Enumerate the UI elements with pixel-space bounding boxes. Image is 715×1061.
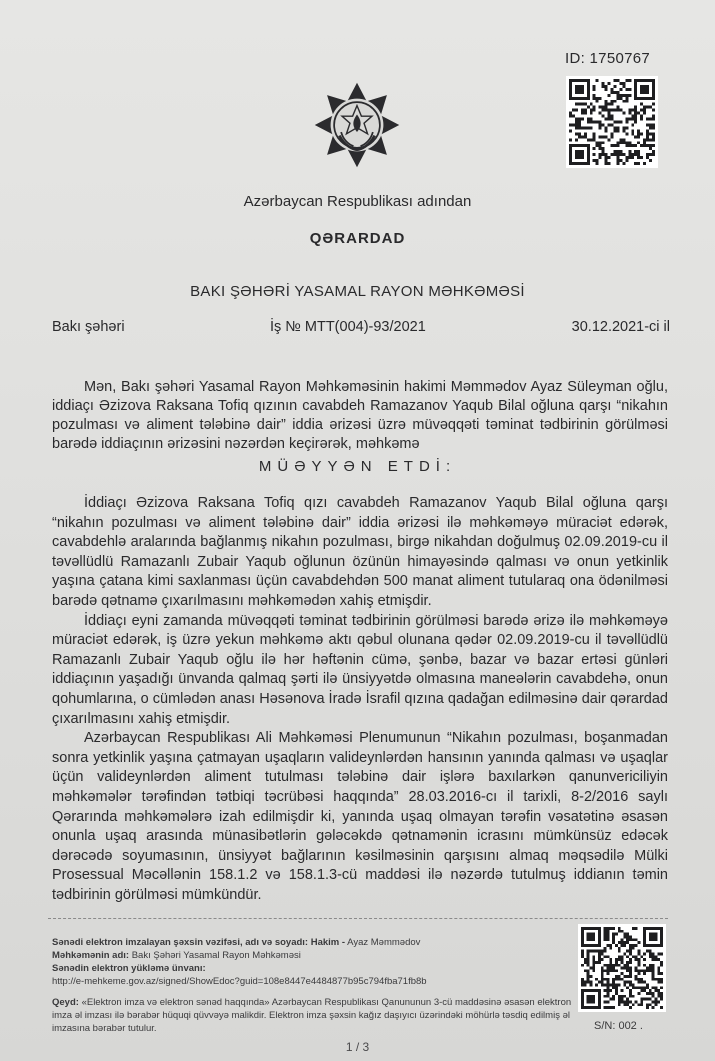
case-number: İş № MTT(004)-93/2021: [270, 319, 426, 335]
serial-number: S/N: 002 .: [594, 1020, 643, 1032]
note-text: «Elektron imza və elektron sənəd haqqında» Azərbaycan Respublikası Qanununun 3-cü maddəsinə əsasən elektron imza əl imzası ilə bərabər hüquqi qüvvəyə malikdir. Elektron imza şəxsin kağız daşıyıcı üzərindəki möhürlə təsdiq edilmiş əl imzasına bərabər tutulur.: [52, 997, 572, 1034]
intro-paragraph: Mən, Bakı şəhəri Yasamal Rayon Məhkəməsinin hakimi Məmmədov Ayaz Süleyman oğlu, iddiaçı Əzizova Raksana Tofiq qızının cavabdeh Ramazanov Yaqub Bilal oğluna qarşı “nikahın pozulması və aliment tələbinə dair” iddia ərizəsi üzrə müvəqqəti təminat tədbirinin görülməsi barədə iddiaçının ərizəsini nəzərdən keçirərək, məhkəmə: [52, 379, 668, 452]
court-name: BAKI ŞƏHƏRİ YASAMAL RAYON MƏHKƏMƏSİ: [190, 283, 525, 300]
qr-code-icon: [581, 927, 663, 1009]
court-label: Məhkəmənin adı:: [52, 950, 130, 961]
paragraph-2: İddiaçı eyni zamanda müvəqqəti təminat tədbirinin görülməsi barədə ərizə ilə məhkəməyə müraciət edərək, iş üzrə yekun məhkəmə aktı qəbul olunana qədər 02.09.2019-cu il təvəllüdlü Ramazanlı Zubair Yaqub oğlu ilə hər həftənin cümə, şənbə, bazar və bazar ertəsi günləri iddiaçının yaşadığı ünvanda qalmaq şərti ilə ünsiyyətdə olmasına maneələrin cavabdehə, onun qohumlarına, o cümlədən anası Həsənova İradə İsrafil qızına qadağan edilməsinə dair qərardad çıxarılmasını xahiş etmişdir.: [52, 612, 668, 727]
intro-block: [52, 378, 668, 454]
note-label: Qeyd:: [52, 997, 79, 1008]
paragraph-3: Azərbaycan Respublikası Ali Məhkəməsi Plenumunun “Nikahın pozulması, boşanmadan sonra yetkinlik yaşına çatmayan uşaqların valideynlərdən hansının yanında qalması və uşaqlar üçün valideynlərdən aliment tutulması tələbinə dair işlərə baxılarkən qanunvericiliyin məhkəmələr tərəfindən tətbiqi təcrübəsi haqqında” 28.03.2016-cı il tarixli, 8-2/2016 saylı Qərarında məhkəmələrə izah edilmişdir ki, yanında uşaq olmayan tərəfin vəsatətinə əsasən onunla uşaq arasında münasibətlərin gələcəkdə qətnamənin icrasını mümkünsüz edəcək dərəcədə soyumasının, ünsiyyət bağlarının kəsilməsinin qarşısını almaq məqsədilə Mülki Prosessual Məcəllənin 158.1.2 və 158.1.3-cü maddəsi ilə nəzərdə tutulmuş iddianın təmin tədbirinin görülməsi mümkündür.: [52, 730, 668, 903]
document-type: QƏRARDAD: [309, 230, 406, 247]
download-url[interactable]: http://e-mehkeme.gov.az/signed/ShowEdoc?guid=108e8447e4484877b95c794fba71fb8b: [52, 976, 427, 987]
paragraph-1: İddiaçı Əzizova Raksana Tofiq qızı cavabdeh Ramazanov Yaqub Bilal oğluna qarşı “nikahın pozulması və aliment tələbinə dair” iddia ərizəsi ilə məhkəməyə müraciət edərək, cavabdehlə aralarında bağlanmış nikahın pozulması, birgə nikahdan doğulmuş 02.09.2019-cu il təvəllüdlü Ramazanlı Zubair Yaqub oğlunun özünün himayəsində qalması və onun yetkinlik yaşına çatana kimi saxlanması üçün cavabdehdən 500 manat aliment tutularaq ona ödənilməsi barədə qətnamə çıxarılmasını məhkəmədən xahiş etmişdir.: [52, 495, 668, 609]
legal-note: [52, 996, 572, 1035]
signer-label: Sənədi elektron imzalayan şəxsin vəzifəsi, adı və soyadı: Hakim -: [52, 937, 346, 948]
findings-block: [52, 494, 668, 905]
e-signature-footer: [52, 936, 572, 1035]
url-label-row: [52, 962, 572, 975]
url-row: [52, 975, 572, 988]
page-number: 1 / 3: [345, 1040, 370, 1054]
qr-code-icon: [569, 79, 655, 165]
established-heading: MÜƏYYƏN ETDİ:: [258, 458, 457, 475]
qr-code-top: [566, 76, 658, 168]
url-label: Sənədin elektron yükləmə ünvanı:: [52, 963, 206, 974]
republic-line: Azərbaycan Respublikası adından: [243, 193, 472, 210]
signer-value: Ayaz Məmmədov: [347, 937, 421, 948]
footer-divider: [48, 918, 668, 919]
city: Bakı şəhəri: [52, 319, 125, 335]
signer-row: [52, 936, 572, 949]
court-value: Bakı Şəhəri Yasamal Rayon Məhkəməsi: [131, 950, 301, 961]
qr-code-bottom: [578, 924, 666, 1012]
document-id: ID: 1750767: [565, 50, 651, 67]
state-emblem: [313, 80, 401, 170]
decision-date: 30.12.2021-ci il: [571, 319, 670, 335]
court-row: [52, 949, 572, 962]
